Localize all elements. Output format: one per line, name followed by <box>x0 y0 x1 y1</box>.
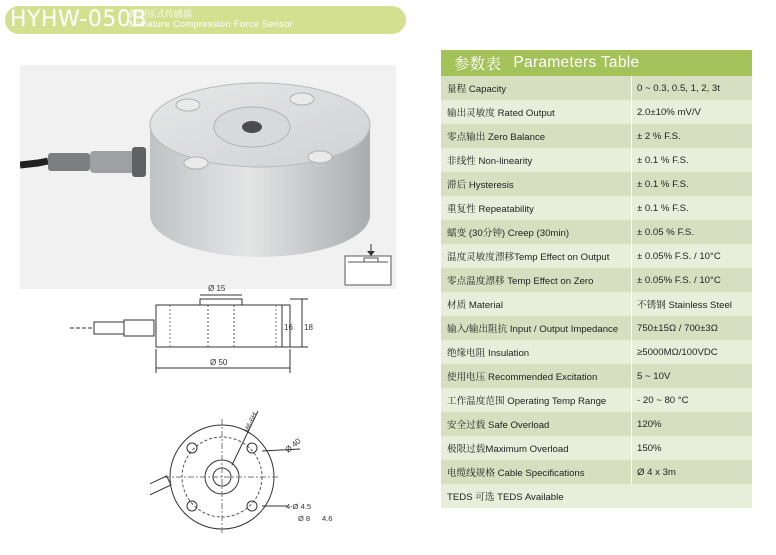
table-row <box>441 460 752 484</box>
row-value: 2.0±10% mV/V <box>631 100 752 124</box>
model-number: HYHW-050B <box>10 7 147 32</box>
dim-18: 18 <box>304 323 313 332</box>
row-label: 温度灵敏度漂移Temp Effect on Output <box>447 252 610 263</box>
table-row <box>441 364 752 388</box>
row-label: 零点输出 Zero Balance <box>447 132 546 143</box>
row-value: ± 0.1 % F.S. <box>631 196 752 220</box>
row-value: ± 0.1 % F.S. <box>631 148 752 172</box>
row-value: 120% <box>631 412 752 436</box>
row-label: 材质 Material <box>447 300 503 311</box>
dim-m6: M6-6H <box>243 411 259 434</box>
row-value: ± 0.05% F.S. / 10°C <box>631 268 752 292</box>
dim-50: Ø 50 <box>210 358 228 367</box>
product-photo <box>20 65 396 289</box>
side-view-drawing <box>70 275 320 385</box>
table-row <box>441 412 752 436</box>
product-title-cn: 微型压式传感器 <box>129 9 193 19</box>
table-row <box>441 340 752 364</box>
table-row <box>441 196 752 220</box>
row-value: ± 0.1 % F.S. <box>631 172 752 196</box>
product-title-en: Miniature Compression Force Sensor <box>129 19 294 30</box>
dim-holes: 4-Ø 4.5 <box>286 502 312 511</box>
row-label: 使用电压 Recommended Excitation <box>447 372 598 383</box>
table-row <box>441 268 752 292</box>
row-label: 工作温度范围 Operating Temp Range <box>447 396 607 407</box>
row-label: 安全过载 Safe Overload <box>447 420 550 431</box>
table-row <box>441 484 752 508</box>
parameters-table <box>441 50 752 508</box>
row-value: 750±15Ω / 700±3Ω <box>631 316 752 340</box>
row-label: 极限过载Maximum Overload <box>447 444 569 455</box>
table-row <box>441 292 752 316</box>
row-value: 0 ~ 0.3, 0.5, 1, 2, 3t <box>631 76 752 100</box>
row-value: ≥5000MΩ/100VDC <box>631 340 752 364</box>
dim-40: Ø 40 <box>283 436 303 455</box>
row-label: 非线性 Non-linearity <box>447 156 533 167</box>
dim-counterbore: Ø 8 <box>298 514 311 523</box>
top-view-drawing <box>150 393 350 538</box>
table-row <box>441 100 752 124</box>
table-row <box>441 172 752 196</box>
load-direction-icon <box>344 242 392 286</box>
row-value: - 20 ~ 80 °C <box>631 388 752 412</box>
row-value: ± 0.05% F.S. / 10°C <box>631 244 752 268</box>
row-label: 电缆线规格 Cable Specifications <box>447 468 585 479</box>
table-header <box>441 50 752 76</box>
row-value: 不锈钢 Stainless Steel <box>631 292 752 316</box>
table-row <box>441 388 752 412</box>
table-row <box>441 244 752 268</box>
row-label: TEDS 可选 TEDS Available <box>447 492 564 503</box>
table-title-cn: 参数表 <box>454 56 502 73</box>
row-value: 5 ~ 10V <box>631 364 752 388</box>
row-label: 量程 Capacity <box>447 84 507 95</box>
table-row <box>441 76 752 100</box>
row-label: 重复性 Repeatability <box>447 204 534 215</box>
row-value: ± 0.05 % F.S. <box>631 220 752 244</box>
table-row <box>441 220 752 244</box>
row-value: ± 2 % F.S. <box>631 124 752 148</box>
dim-depth: 4.6 <box>322 514 333 523</box>
dim-16: 16 <box>284 323 293 332</box>
row-label: 输入/输出阻抗 Input / Output Impedance <box>447 324 619 335</box>
table-title-en: Parameters Table <box>513 54 640 71</box>
table-row <box>441 436 752 460</box>
row-label: 绝缘电阻 Insulation <box>447 348 530 359</box>
dim-15: Ø 15 <box>208 284 226 293</box>
row-label: 滞后 Hysteresis <box>447 180 514 191</box>
table-row <box>441 148 752 172</box>
row-label: 零点温度漂移 Temp Effect on Zero <box>447 276 594 287</box>
row-value: Ø 4 x 3m <box>631 460 752 484</box>
row-label: 输出灵敏度 Rated Output <box>447 108 555 119</box>
table-row <box>441 124 752 148</box>
row-label: 蠕变 (30分钟) Creep (30min) <box>447 228 570 239</box>
row-value: 150% <box>631 436 752 460</box>
table-row <box>441 316 752 340</box>
